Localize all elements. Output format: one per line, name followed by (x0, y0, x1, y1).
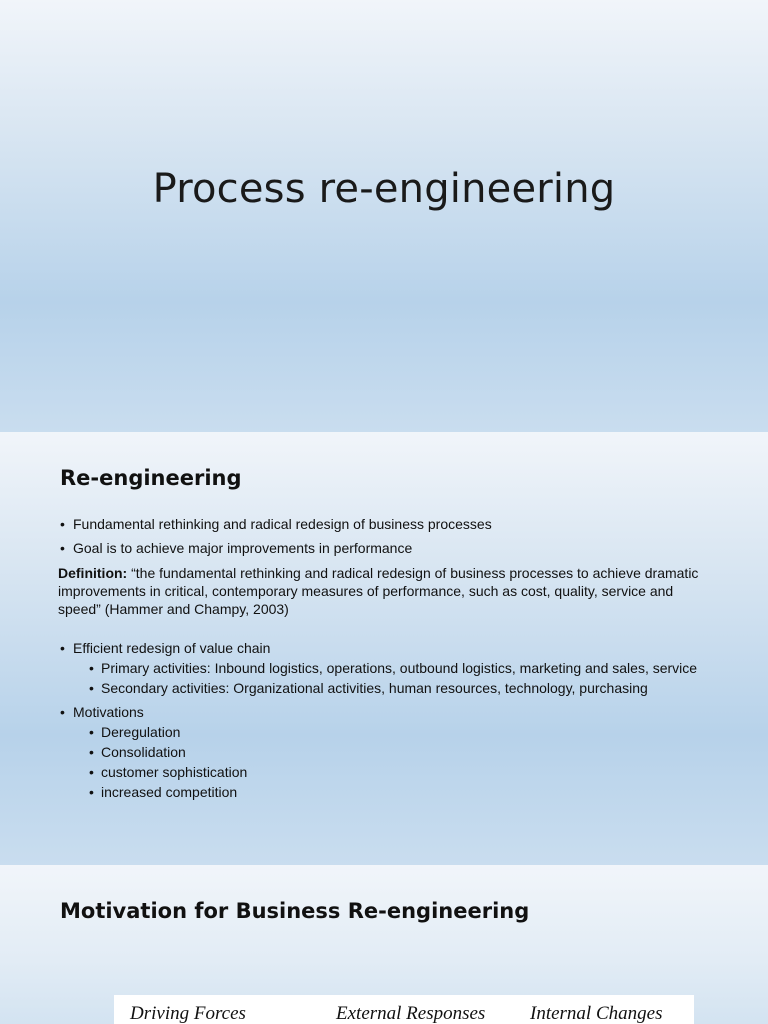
definition-text: “the fundamental rethinking and radical redesign of business processes to achieve dramatic improvements in critical, contemporary measures of performance, such as cost, quality, service and speed” (Hammer and Champy, 2003) (58, 565, 699, 617)
diagram-column-label: External Responses (336, 1003, 486, 1024)
definition-label: Definition: (58, 565, 128, 581)
sub-bullet-item: • customer sophistication (87, 764, 718, 781)
slide-heading: Re-engineering (60, 466, 242, 490)
sub-bullet-item: • increased competition (87, 784, 718, 801)
slide-heading: Motivation for Business Re-engineering (60, 899, 530, 923)
bullet-item: • Fundamental rethinking and radical redesign of business processes (58, 516, 718, 533)
motivation-diagram (114, 995, 694, 1024)
sub-bullet-item: • Consolidation (87, 744, 718, 761)
bullet-label: Efficient redesign of value chain (73, 640, 271, 656)
diagram-column-label: Driving Forces (130, 1003, 246, 1024)
sub-bullet-item: • Secondary activities: Organizational activities, human resources, technology, purchasing (87, 680, 718, 697)
slide-title: Process re-engineering (152, 166, 616, 212)
motivations-sublist (73, 724, 718, 801)
re-engineering-slide (0, 432, 768, 865)
slide-content (58, 516, 718, 808)
bullet-item: • Goal is to achieve major improvements in performance (58, 540, 718, 557)
bullet-label: Motivations (73, 704, 144, 720)
definition-paragraph (58, 564, 718, 618)
motivation-slide (0, 865, 768, 1024)
bullet-item-motivations (58, 704, 718, 801)
value-chain-sublist (73, 660, 718, 697)
sub-bullet-item: • Primary activities: Inbound logistics, operations, outbound logistics, marketing and sales, service (87, 660, 718, 677)
sub-bullet-item: • Deregulation (87, 724, 718, 741)
title-slide (0, 0, 768, 432)
bullet-item-value-chain (58, 640, 718, 697)
diagram-column-label: Internal Changes (530, 1003, 663, 1024)
main-bullet-list (58, 640, 718, 801)
intro-bullet-list (58, 516, 718, 557)
